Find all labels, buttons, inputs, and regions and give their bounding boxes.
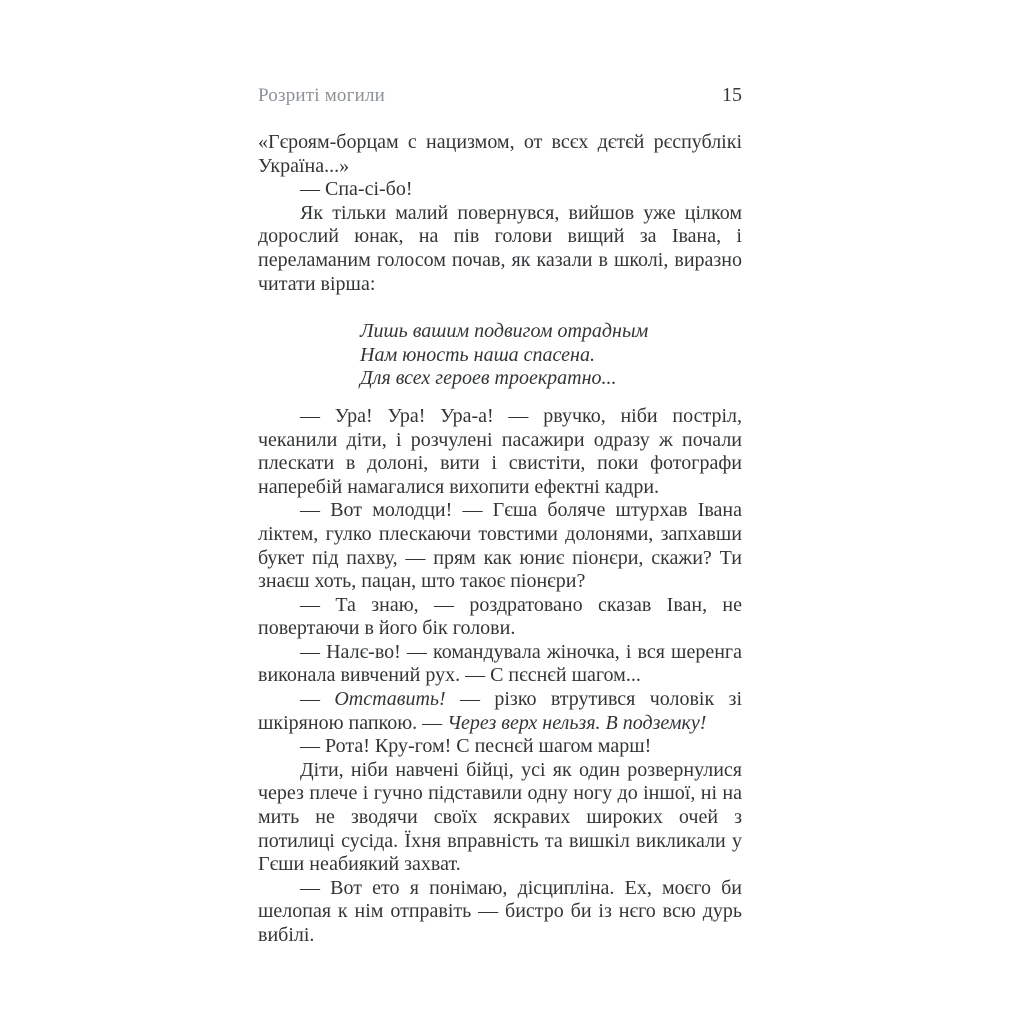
text-segment: — Налє-во! — командувала жіночка, і вся шеренга виконала вивчений рух. — С пєснєй шагом... — [258, 640, 742, 687]
text-segment: — Ура! Ура! Ура-а! — рвучко, ніби постріл, чеканили діти, і розчулені пасажири одразу ж почали плескати в долоні, вити і свистіти, поки фотографи наперебій намагалися вихопити ефектні кадри. — [258, 404, 742, 498]
page-body — [258, 131, 742, 948]
paragraph — [258, 499, 742, 593]
text-segment: — Вот молодци! — Гєша боляче штурхав Івана ліктем, гулко плескаючи товстими долонями, запхавши букет під пахву, — прям как юниє піонєри, скажи? Ти знаєш хоть, пацан, што такоє піонєри? — [258, 499, 742, 593]
paragraph — [258, 405, 742, 499]
paragraph — [258, 688, 742, 735]
running-header — [258, 84, 742, 107]
paragraph — [258, 641, 742, 688]
paragraph — [258, 594, 742, 641]
paragraph — [258, 178, 742, 202]
text-segment: «Гєроям-борцам с нацизмом, от всєх дєтєй рєспублікі Україна...» — [258, 131, 742, 177]
text-segment: Як тільки малий повернувся, вийшов уже цілком дорослий юнак, на пів голови вищий за Івана, і переламаним голосом почав, як казали в школі, виразно читати вірша: — [258, 201, 742, 295]
paragraph — [258, 735, 742, 759]
paragraph — [258, 877, 742, 948]
paragraph — [258, 759, 742, 877]
verse-line: Лишь вашим подвигом отрадным — [360, 320, 649, 343]
text-segment: — Рота! Кру-гом! С песнєй шагом марш! — [300, 735, 652, 758]
text-segment: — різко втрутився чоловік зі шкіряною папкою. — — [258, 688, 742, 734]
verse-line: Нам юность наша спасена. — [360, 343, 595, 366]
text-segment: — Вот ето я понімаю, дісципліна. Ех, моєго би шелопая к нім отправіть — бистро би із нєго всю дурь вибілі. — [258, 876, 742, 946]
running-header-title: Розриті могили — [258, 85, 386, 106]
verse-block — [360, 320, 742, 391]
page-number: 15 — [722, 84, 742, 106]
text-segment-italic: Отставить! — [334, 688, 446, 711]
paragraph — [258, 202, 742, 296]
text-segment-italic: Через верх нельзя. В подземку! — [447, 711, 707, 734]
paragraph — [258, 131, 742, 178]
text-segment: — Та знаю, — роздратовано сказав Іван, не повертаючи в його бік голови. — [258, 593, 742, 640]
verse-line: Для всех героев троекратно... — [360, 367, 617, 390]
text-segment: Діти, ніби навчені бійці, усі як один розвернулися через плече і гучно підставили одну ногу до іншої, ні на мить не зводячи своїх яскравих широких очей з потилиці сусіда. Їхня вправність та вишкіл викликали у Гєши неабиякий захват. — [258, 758, 742, 876]
text-segment: — — [300, 688, 335, 711]
text-segment: — Спа-сі-бо! — [300, 178, 413, 201]
